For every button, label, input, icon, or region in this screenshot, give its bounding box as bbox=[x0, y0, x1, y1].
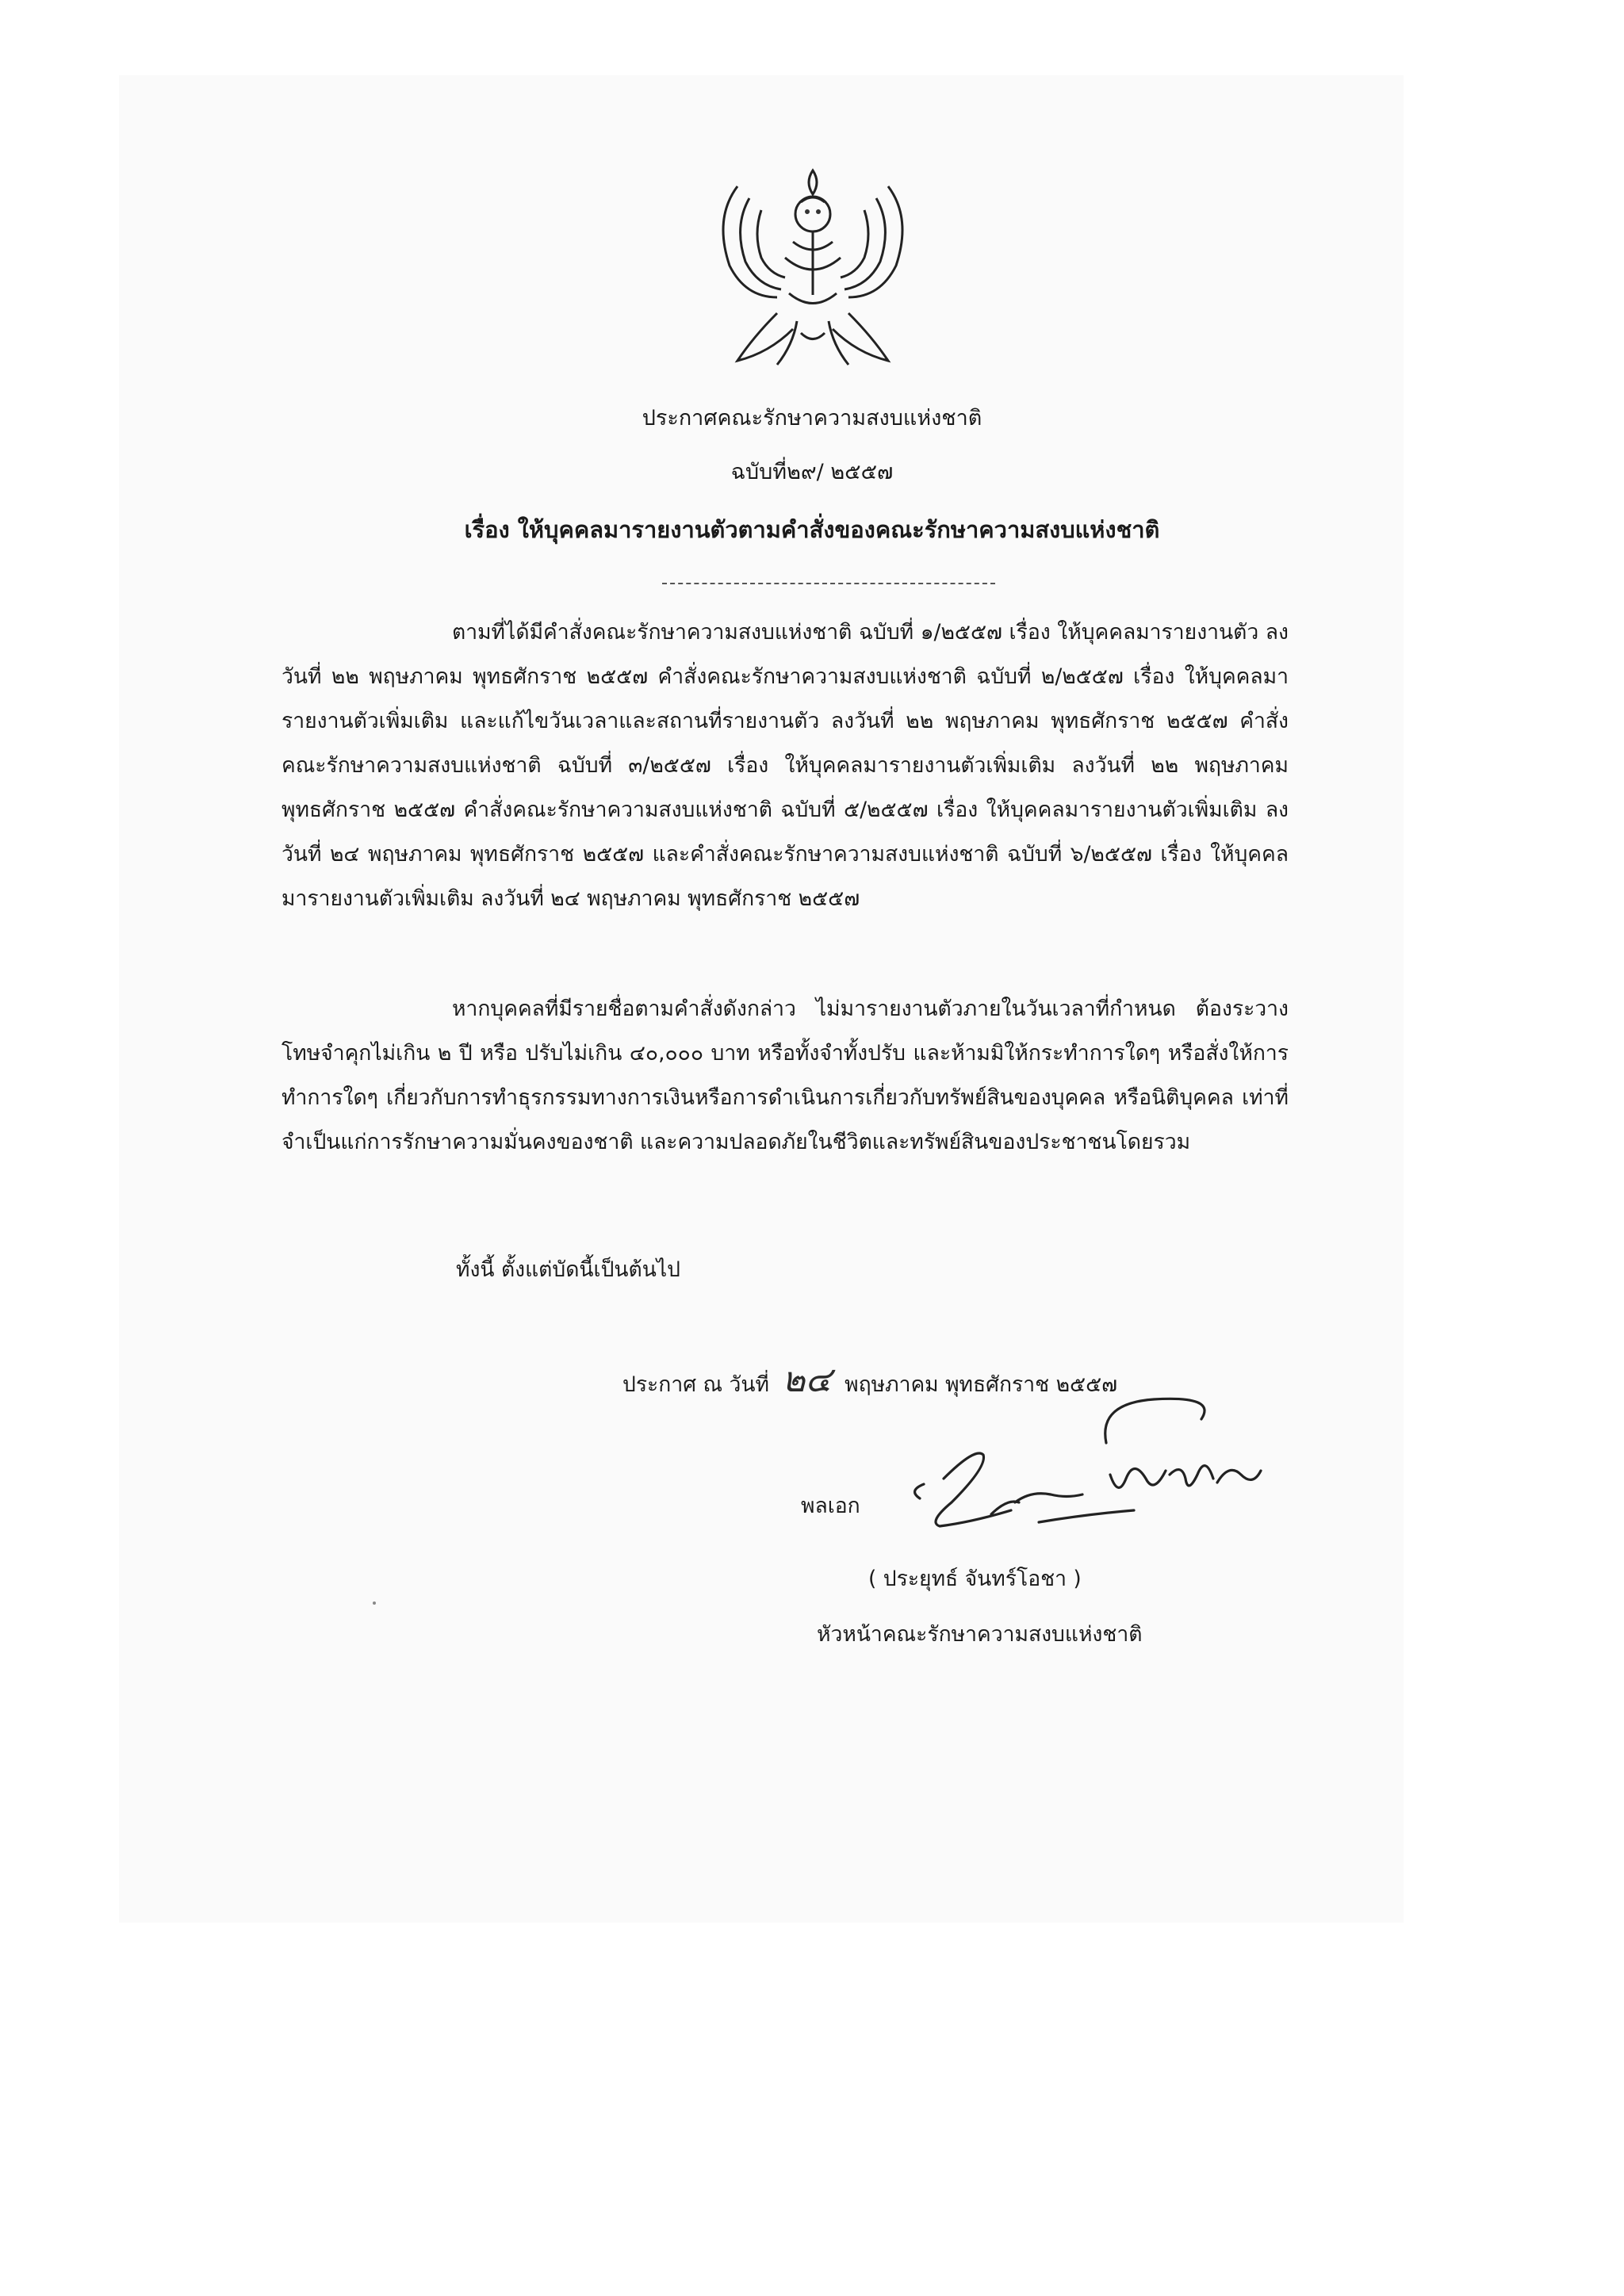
signatory-rank: พลเอก bbox=[801, 1494, 860, 1518]
handwritten-day: ๒๔ bbox=[782, 1360, 832, 1400]
body-paragraph: ทั้งนี้ ตั้งแต่บัดนี้เป็นต้นไป bbox=[456, 1257, 680, 1282]
announcement-number: ฉบับที่๒๙/ ๒๕๕๗ bbox=[730, 460, 894, 484]
speck bbox=[373, 1601, 376, 1605]
announcement-title: ประกาศคณะรักษาความสงบแห่งชาติ bbox=[642, 406, 982, 430]
signature bbox=[896, 1395, 1269, 1546]
signatory-position: หัวหน้าคณะรักษาความสงบแห่งชาติ bbox=[817, 1622, 1143, 1647]
announced-prefix: ประกาศ ณ วันที่ bbox=[622, 1372, 769, 1397]
garuda-emblem bbox=[706, 155, 920, 377]
month-year: พฤษภาคม พุทธศักราช ๒๕๕๗ bbox=[845, 1372, 1118, 1397]
body-paragraph: ตามที่ได้มีคำสั่งคณะรักษาความสงบแห่งชาติ ฉบับที่ ๑/๒๕๕๗ เรื่อง ให้บุคคลมารายงานตัว ลงวันที่ ๒๒ พฤษภาคม พุทธศักราช ๒๕๕๗ คำสั่งคณะรักษาความสงบแห่งชาติ ฉบับที่ ๒/๒๕๕๗ เรื่อง ให้บุคคลมารายงานตัวเพิ่มเติม และแก้ไขวันเวลาและสถานที่รายงานตัว ลงวันที่ ๒๒ พฤษภาคม พุทธศักราช ๒๕๕๗ คำสั่งคณะรักษาความสงบแห่งชาติ ฉบับที่ ๓/๒๕๕๗ เรื่อง ให้บุคคลมารายงานตัวเพิ่มเติม ลงวันที่ ๒๒ พฤษภาคม พุทธศักราช ๒๕๕๗ คำสั่งคณะรักษาความสงบแห่งชาติ ฉบับที่ ๕/๒๕๕๗ เรื่อง ให้บุคคลมารายงานตัวเพิ่มเติม ลงวันที่ ๒๔ พฤษภาคม พุทธศักราช ๒๕๕๗ และคำสั่งคณะรักษาความสงบแห่งชาติ ฉบับที่ ๖/๒๕๕๗ เรื่อง ให้บุคคลมารายงานตัวเพิ่มเติม ลงวันที่ ๒๔ พฤษภาคม พุทธศักราช ๒๕๕๗ bbox=[282, 620, 1289, 911]
signatory-name: ( ประยุทธ์ จันทร์โอชา ) bbox=[868, 1567, 1082, 1591]
divider bbox=[662, 583, 995, 584]
body-paragraph: หากบุคคลที่มีรายชื่อตามคำสั่งดังกล่าว ไม่มารายงานตัวภายในวันเวลาที่กำหนด ต้องระวางโทษจำคุกไม่เกิน ๒ ปี หรือ ปรับไม่เกิน ๔๐,๐๐๐ บาท หรือทั้งจำทั้งปรับ และห้ามมิให้กระทำการใดๆ หรือสั่งให้การทำการใดๆ เกี่ยวกับการทำธุรกรรมทางการเงินหรือการดำเนินการเกี่ยวกับทรัพย์สินของบุคคล หรือนิติบุคคล เท่าที่จำเป็นแก่การรักษาความมั่นคงของชาติ และความปลอดภัยในชีวิตและทรัพย์สินของประชาชนโดยรวม bbox=[282, 997, 1289, 1154]
announcement-subject: เรื่อง ให้บุคคลมารายงานตัวตามคำสั่งของคณะรักษาความสงบแห่งชาติ bbox=[464, 516, 1160, 543]
